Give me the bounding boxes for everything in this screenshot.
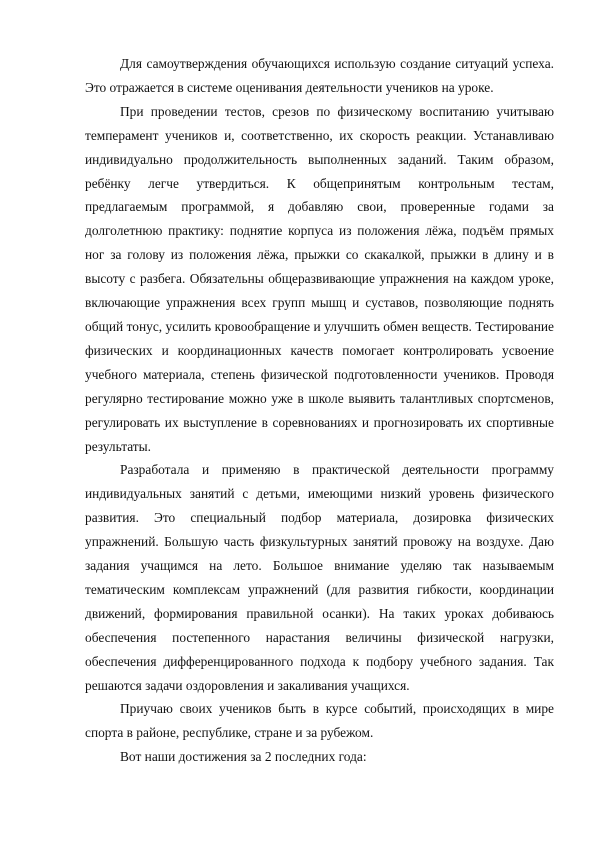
paragraph-success-situations: Для самоутверждения обучающихся использую создание ситуаций успеха. Это отражается в системе оценивания деятельности учеников на уроке. xyxy=(85,56,554,95)
paragraph-testing: При проведении тестов, срезов по физическому воспитанию учитываю темперамент учеников и, соответственно, их скорость реакции. Устанавливаю индивидуально продолжительность выполненных заданий. Таким образом, ребёнку легче утвердиться. К общепринятым контрольным тестам, предлагаемым программой, я добавляю свои, проверенные годами за долголетнюю практику: поднятие корпуса из положения лёжа, подъём прямых ног за голову из положения лёжа, прыжки со скакалкой, прыжки в длину и в высоту с разбега. Обязательны общеразвивающие упражнения на каждом уроке, включающие упражнения всех групп мышц и суставов, позволяющие поднять общий тонус, усилить кровообращение и улучшить обмен веществ. Тестирование физических и координационных качеств помогает контролировать усвоение учебного материала, степень физической подготовленности учеников. Проводя регулярно тестирование можно уже в школе выявить талантливых спортсменов, регулировать их выступление в соревнованиях и прогнозировать их спортивные результаты. xyxy=(85,103,554,454)
paragraph-individual-program: Разработала и применяю в практической деятельности программу индивидуальных занятий с детьми, имеющими низкий уровень физического развития. Это специальный подбор материала, дозировка физических упражнений. Большую часть физкультурных занятий провожу на воздухе. Даю задания учащимся на лето. Большое внимание уделяю так называемым тематическим комплексам упражнений (для развития гибкости, координации движений, формирования правильной осанки). На таких уроках добиваюсь обеспечения постепенного нарастания величины физической нагрузки, обеспечения дифференцированного подхода к подбору учебного задания. Так решаются задачи оздоровления и закаливания учащихся. xyxy=(85,462,554,693)
paragraph-sports-events: Приучаю своих учеников быть в курсе событий, происходящих в мире спорта в районе, республике, стране и за рубежом. xyxy=(85,701,554,741)
paragraph-achievements-intro: Вот наши достижения за 2 последних года: xyxy=(120,749,367,765)
document-body xyxy=(85,52,554,769)
